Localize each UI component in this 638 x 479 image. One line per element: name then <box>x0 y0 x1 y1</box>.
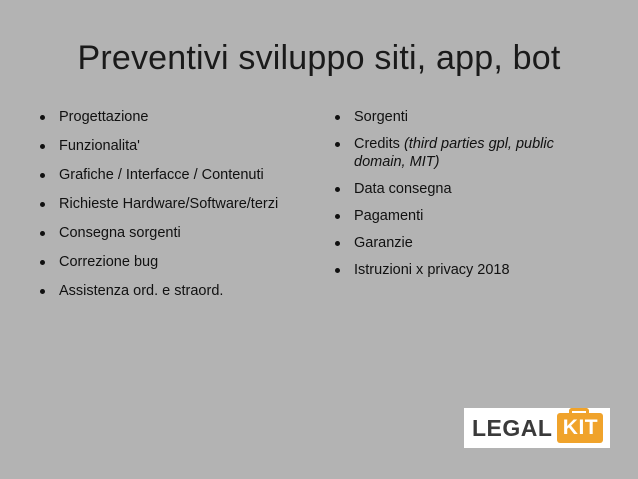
legal-kit-logo <box>464 408 610 448</box>
list-item-text: Progettazione <box>59 109 149 125</box>
list-item <box>331 234 601 252</box>
list-item <box>331 135 601 171</box>
bullet-icon <box>40 260 45 265</box>
list-item <box>36 195 316 213</box>
list-item-text: Assistenza ord. e straord. <box>59 283 224 299</box>
logo-badge-text: KIT <box>562 416 599 439</box>
list-item-text: Correzione bug <box>59 254 159 270</box>
slide-title: Preventivi sviluppo siti, app, bot <box>77 39 561 77</box>
bullet-icon <box>40 231 45 236</box>
list-item <box>36 282 316 300</box>
logo-word: LEGAL <box>472 414 553 441</box>
list-item-text: Funzionalita' <box>59 138 140 154</box>
list-item <box>331 108 601 126</box>
list-item-text: Consegna sorgenti <box>59 225 181 241</box>
bullet-icon <box>335 241 340 246</box>
list-item <box>36 224 316 242</box>
list-item-text: Credits <box>354 136 400 152</box>
bullet-icon <box>335 268 340 273</box>
credits-note: (third parties gpl, public domain, MIT) <box>354 136 554 170</box>
list-item <box>36 253 316 271</box>
list-item-text: Garanzie <box>354 235 413 251</box>
bullet-icon <box>40 115 45 120</box>
bullet-icon <box>40 202 45 207</box>
list-item <box>36 108 316 126</box>
bullet-icon <box>335 187 340 192</box>
bullet-icon <box>335 115 340 120</box>
list-item <box>36 166 316 184</box>
left-bullet-list <box>36 108 316 311</box>
list-item <box>331 261 601 279</box>
bullet-icon <box>335 214 340 219</box>
list-item-text: Richieste Hardware/Software/terzi <box>59 196 279 212</box>
list-item <box>331 180 601 198</box>
list-item-text: Istruzioni x privacy 2018 <box>354 262 510 278</box>
list-item-text: Grafiche / Interfacce / Contenuti <box>59 167 264 183</box>
right-bullet-list <box>331 108 601 288</box>
list-item <box>331 207 601 225</box>
bullet-icon <box>40 289 45 294</box>
list-item-text: Data consegna <box>354 181 452 197</box>
bullet-icon <box>40 144 45 149</box>
list-item-text: Sorgenti <box>354 109 409 125</box>
bullet-icon <box>335 142 340 147</box>
bullet-icon <box>40 173 45 178</box>
list-item <box>36 137 316 155</box>
briefcase-icon <box>557 413 603 443</box>
list-item-text: Pagamenti <box>354 208 424 224</box>
